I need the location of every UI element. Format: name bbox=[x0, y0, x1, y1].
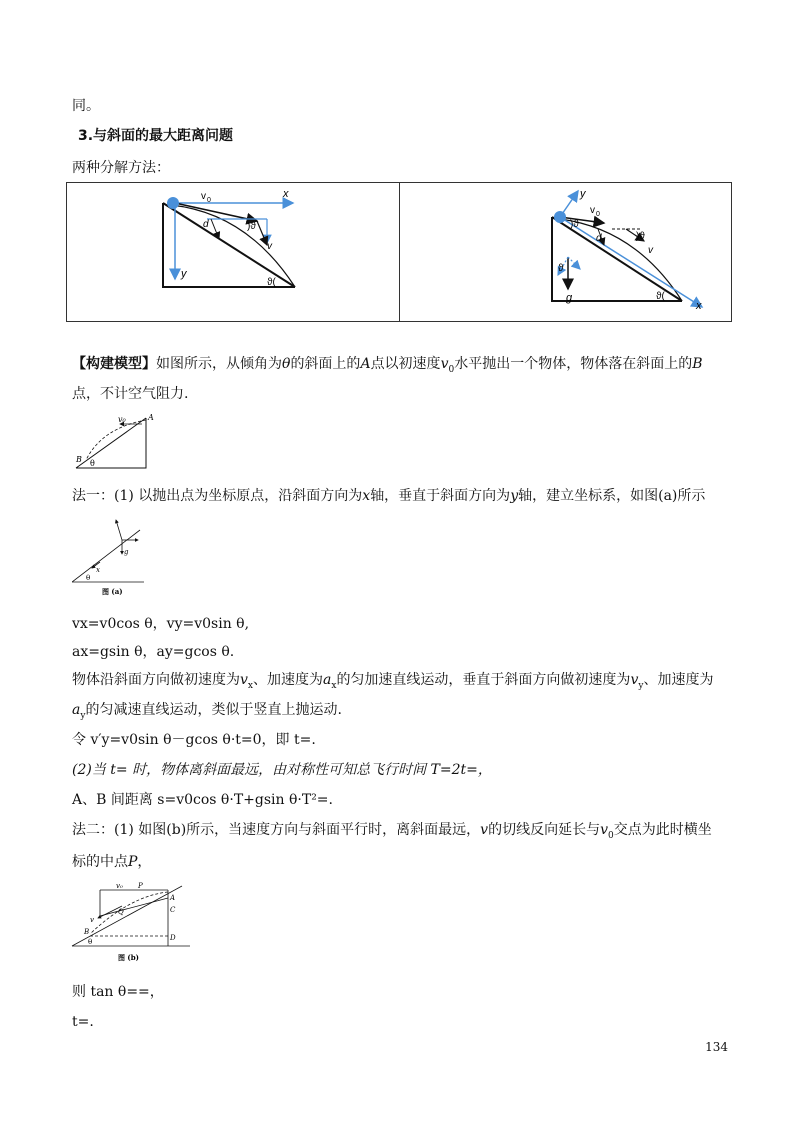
page-number: 134 bbox=[705, 1040, 728, 1054]
label-theta: θ bbox=[90, 459, 95, 468]
text-line: 同。 bbox=[72, 98, 100, 114]
label-d: d bbox=[596, 233, 602, 244]
text-line: 两种分解方法： bbox=[72, 160, 170, 176]
text-run: 、加速度为 bbox=[253, 672, 323, 688]
label-x: x bbox=[696, 300, 702, 312]
label-x: x bbox=[283, 188, 289, 200]
text-run: 点以初速度 bbox=[370, 356, 441, 372]
label-b: B bbox=[84, 928, 90, 936]
label-v: v bbox=[90, 916, 94, 924]
diagram-incline-decomposition bbox=[400, 183, 731, 321]
methods-table bbox=[66, 182, 732, 322]
model-line-1 bbox=[72, 354, 703, 380]
equation-5: A、B 间距离 s=v0cos θ·T+gsin θ·T²=. bbox=[72, 792, 333, 808]
label-p: P bbox=[138, 882, 143, 890]
equation-acceleration: ax=gsin θ，ay=gcos θ. bbox=[72, 644, 235, 660]
text-run: 标的中点 bbox=[72, 854, 128, 870]
text-run: 的匀加速直线运动，垂直于斜面方向做初速度为 bbox=[336, 672, 631, 688]
label-c: C bbox=[170, 906, 176, 914]
label-q: Q bbox=[118, 908, 124, 916]
text-run: 水平抛出一个物体，物体落在斜面上的 bbox=[454, 356, 693, 372]
label-y: y bbox=[181, 268, 187, 280]
equation-velocity: vx=v0cos θ，vy=v0sin θ, bbox=[72, 616, 250, 632]
y-symbol: y bbox=[510, 488, 519, 504]
text-run: 的匀减速直线运动，类似于竖直上抛运动. bbox=[85, 702, 342, 718]
label-d: d bbox=[203, 219, 209, 230]
caption-a: 图 (a) bbox=[102, 587, 123, 596]
figure-a bbox=[72, 510, 152, 598]
v0-symbol: v bbox=[440, 356, 449, 372]
svg-text:ϑ(: ϑ( bbox=[656, 291, 665, 302]
label-theta-base: ϑ( bbox=[267, 277, 276, 288]
label-v: v bbox=[267, 241, 272, 252]
equation-4: (2)当 t= 时，物体离斜面最远，由对称性可知总飞行时间 T=2t=， bbox=[72, 762, 492, 778]
equation-6: 则 tan θ==， bbox=[72, 984, 164, 1000]
text-run: 法二：(1) 如图(b)所示，当速度方向与斜面平行时，离斜面最远， bbox=[72, 822, 481, 838]
label-a: A bbox=[148, 413, 154, 422]
svg-text:0: 0 bbox=[596, 211, 600, 218]
figure-model bbox=[72, 410, 154, 472]
method2-line-1: 法二：(1) 如图(b)所示，当速度方向与斜面平行时，离斜面最远，v的切线反向延长与$v_0$交点为此时横坐 bbox=[72, 822, 712, 841]
model-line-2: 点，不计空气阻力. bbox=[72, 386, 189, 402]
text-run: 法一：(1) 以抛出点为坐标原点，沿斜面方向为 bbox=[72, 488, 363, 504]
table-cell-left bbox=[67, 183, 399, 321]
svg-text:ϑ: ϑ bbox=[558, 263, 564, 274]
text-run: 的斜面上的 bbox=[290, 356, 361, 372]
label-theta: θ bbox=[86, 574, 91, 582]
label-theta: )ϑ bbox=[247, 221, 256, 232]
paragraph-line-4: $a_y$的匀减速直线运动，类似于竖直上抛运动. bbox=[72, 702, 342, 721]
label-x: x bbox=[96, 566, 100, 574]
figure-b bbox=[70, 876, 194, 964]
method1-line bbox=[72, 486, 705, 506]
text-run: 如图所示，从倾角为 bbox=[156, 356, 282, 372]
table-cell-right bbox=[400, 183, 731, 321]
text-run: 交点为此时横坐 bbox=[613, 822, 712, 838]
text-run: 物体沿斜面方向做初速度为 bbox=[72, 672, 240, 688]
diagram-horizontal-decomposition bbox=[67, 183, 399, 321]
label-v0: v bbox=[590, 205, 595, 216]
label-theta: θ bbox=[88, 938, 93, 946]
equation-7: t=. bbox=[72, 1014, 94, 1030]
svg-text:)ϑ: )ϑ bbox=[570, 219, 579, 230]
method2-line-2: 标的中点P， bbox=[72, 854, 152, 870]
label-d: D bbox=[170, 934, 176, 942]
caption-b: 图 (b) bbox=[118, 953, 139, 962]
theta-symbol: θ bbox=[282, 356, 291, 372]
label-a: A bbox=[170, 894, 176, 902]
label-v0: v bbox=[201, 191, 206, 202]
point-a: A bbox=[360, 356, 371, 372]
label-g: g bbox=[124, 548, 129, 556]
paragraph-line-3: 物体沿斜面方向做初速度为$v_x$、加速度为$a_x$的匀加速直线运动，垂直于斜面方向做初速度为$v_y$、加速度为 bbox=[72, 672, 714, 691]
label-v0: v₀ bbox=[118, 415, 126, 424]
point-p: P bbox=[128, 854, 138, 870]
label-y: y bbox=[580, 188, 586, 200]
section-heading: 3.与斜面的最大距离问题 bbox=[78, 128, 234, 144]
text-run: 轴，垂直于斜面方向为 bbox=[370, 488, 511, 504]
svg-text:)ϑ: )ϑ bbox=[636, 231, 645, 242]
svg-text:0: 0 bbox=[207, 197, 211, 204]
point-b: B bbox=[692, 356, 703, 372]
label-v0: v₀ bbox=[116, 882, 123, 890]
subscript: 0 bbox=[448, 364, 455, 375]
text-run: 、加速度为 bbox=[643, 672, 714, 688]
label-b: B bbox=[76, 455, 82, 464]
x-symbol: x bbox=[362, 488, 371, 504]
text-run: 的切线反向延长与 bbox=[488, 822, 601, 838]
label-g: g bbox=[566, 292, 573, 304]
label-v: v bbox=[648, 245, 653, 256]
equation-3: 令 v′y=v0sin θ－gcos θ·t=0，即 t=. bbox=[72, 732, 316, 748]
text-run: 轴，建立坐标系，如图(a)所示 bbox=[518, 488, 706, 504]
model-tag: 【构建模型】 bbox=[72, 356, 156, 372]
